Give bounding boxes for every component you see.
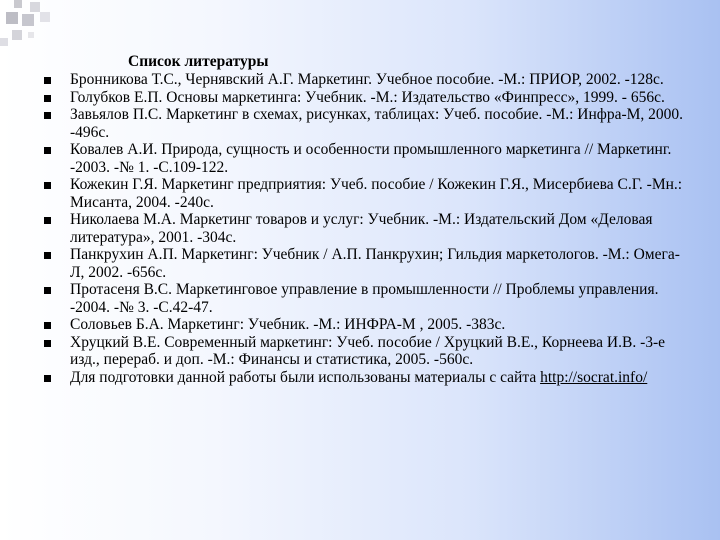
list-item [0,334,720,369]
list-item-text: Ковалев А.И. Природа, сущность и особенности промышленного маркетинга // Маркетинг. -2003. -№ 1. -С.109-122. [70,141,672,176]
list-item [0,71,720,89]
square-bullet-icon [44,340,51,347]
square-bullet-icon [44,95,51,102]
list-item [0,316,720,334]
square-bullet-icon [44,287,51,294]
list-item-text: Бронникова Т.С., Чернявский А.Г. Маркетинг. Учебное пособие. -М.: ПРИОР, 2002. -128с. [70,71,664,88]
square-bullet-icon [44,252,51,259]
square-bullet-icon [44,182,51,189]
corner-squares-decoration-icon [0,0,60,50]
list-item [0,281,720,316]
list-item-text: Николаева М.А. Маркетинг товаров и услуг: Учебник. -М.: Издательский Дом «Деловая литература», 2001. -304с. [70,211,653,246]
list-item [0,246,720,281]
list-item-text [70,369,692,387]
source-link[interactable]: http://socrat.info/ [540,368,648,386]
list-item [0,176,720,211]
list-item-text: Голубков Е.П. Основы маркетинга: Учебник. -М.: Издательство «Финпресс», 1999. - 656с. [70,88,665,106]
bibliography-list [0,71,720,386]
list-item-text: Панкрухин А.П. Маркетинг: Учебник / А.П. Панкрухин; Гильдия маркетологов. -М.: Омега-Л, 2002. -656с. [70,246,680,281]
list-item-text: Соловьев Б.А. Маркетинг: Учебник. -М.: ИНФРА-М , 2005. -383с. [70,316,506,333]
list-item [0,211,720,246]
list-item-text: Завьялов П.С. Маркетинг в схемах, рисунках, таблицах: Учеб. пособие. -М.: Инфра-М, 2000. -496с. [70,106,684,141]
square-bullet-icon [44,375,51,382]
list-item [0,141,720,176]
list-item [0,369,720,387]
square-bullet-icon [44,322,51,329]
list-item-text: Протасеня В.С. Маркетинговое управление в промышленности // Проблемы управления. -2004. -№ 3. -С.42-47. [70,281,659,316]
list-item-text: Кожекин Г.Я. Маркетинг предприятия: Учеб. пособие / Кожекин Г.Я., Мисербиева С.Г. -Мн.: Мисанта, 2004. -240с. [70,176,683,211]
square-bullet-icon [44,217,51,224]
square-bullet-icon [44,147,51,154]
list-item-text: Хруцкий В.Е. Современный маркетинг: Учеб. пособие / Хруцкий В.Е., Корнеева И.В. -3-е изд., перераб. и доп. -М.: Финансы и статистика, 2005. -560с. [70,333,666,368]
list-item [0,106,720,141]
list-item [0,89,720,107]
page-title: Список литературы [128,53,269,70]
square-bullet-icon [44,112,51,119]
square-bullet-icon [44,77,51,84]
source-note-text: Для подготовки данной работы были использованы материалы с сайта [70,368,541,386]
